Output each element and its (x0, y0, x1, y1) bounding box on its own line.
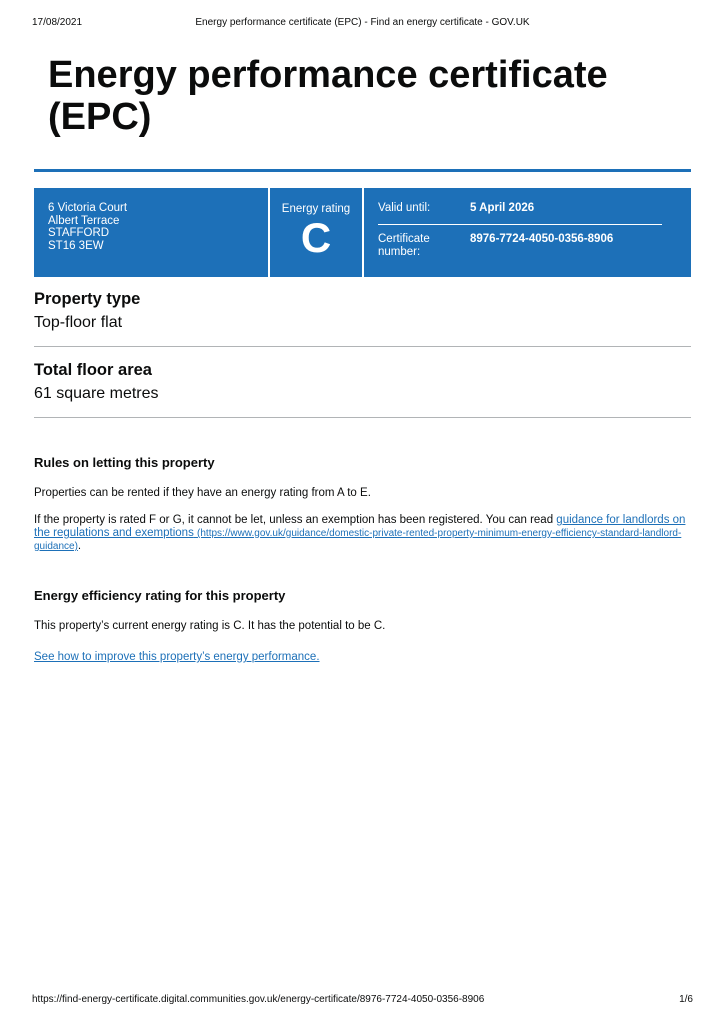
print-header (0, 17, 725, 31)
efficiency-paragraph: This property’s current energy rating is C. It has the potential to be C. (34, 620, 386, 632)
landlord-guidance-url[interactable]: (https://www.gov.uk/guidance/domestic-private-rented-property-minimum-energy-efficiency-standard-landlord-guidance) (34, 528, 682, 552)
epc-summary-box (34, 188, 691, 277)
title-divider (34, 169, 691, 172)
print-footer (0, 994, 725, 1008)
box-divider (362, 188, 364, 277)
improve-performance-paragraph (34, 651, 691, 664)
property-address (48, 202, 127, 252)
valid-until-value: 5 April 2026 (470, 202, 535, 214)
address-line: STAFFORD (48, 227, 110, 239)
property-type-section (34, 290, 691, 332)
floor-area-value: 61 square metres (34, 385, 159, 402)
letting-rules-heading: Rules on letting this property (34, 455, 215, 470)
energy-rating-letter: C (300, 214, 332, 261)
certificate-number-label: Certificate number: (378, 233, 430, 258)
print-page-title: Energy performance certificate (EPC) - Find an energy certificate - GOV.UK (195, 17, 530, 28)
page-number: 1/6 (679, 994, 693, 1005)
efficiency-heading: Energy efficiency rating for this property (34, 588, 286, 603)
energy-rating (270, 203, 362, 259)
address-line: Albert Terrace (48, 214, 120, 227)
certificate-number-value: 8976-7724-4050-0356-8906 (470, 233, 614, 245)
address-line: ST16 3EW (48, 239, 104, 252)
address-line: 6 Victoria Court (48, 202, 128, 214)
property-type-value: Top-floor flat (34, 314, 123, 331)
box-inner-divider (378, 224, 662, 225)
floor-area-heading: Total floor area (34, 361, 152, 379)
improve-performance-link[interactable]: See how to improve this property’s energy performance. (34, 651, 320, 663)
print-url: https://find-energy-certificate.digital.communities.gov.uk/energy-certificate/8976-7724-4050-0356-8906 (32, 994, 485, 1005)
exemption-text-end: . (77, 540, 82, 552)
letting-rules-paragraph: Properties can be rented if they have an energy rating from A to E. (34, 487, 371, 499)
print-date: 17/08/2021 (32, 17, 83, 28)
energy-rating-label: Energy rating (281, 203, 351, 215)
valid-until-label: Valid until: (378, 202, 431, 214)
section-divider (34, 417, 691, 418)
page-title: Energy performance certificate (EPC) (48, 54, 608, 138)
letting-exemption-paragraph (34, 514, 691, 553)
landlord-guidance-link-text[interactable]: guidance for landlords on the regulations and exemptions (34, 514, 686, 539)
floor-area-section (34, 361, 691, 403)
property-type-heading: Property type (34, 290, 141, 308)
exemption-text: If the property is rated F or G, it cannot be let, unless an exemption has been registered. You can read (34, 514, 557, 526)
section-divider (34, 346, 691, 347)
